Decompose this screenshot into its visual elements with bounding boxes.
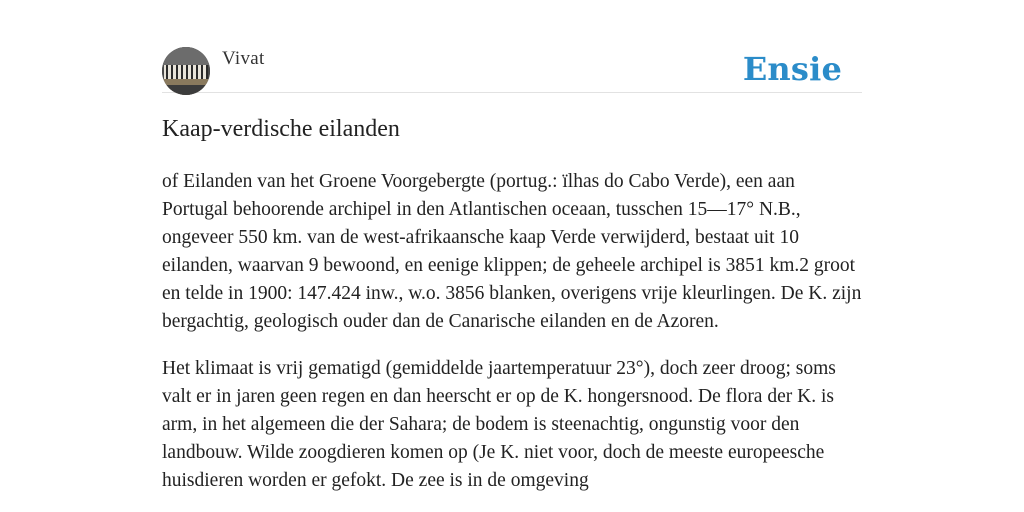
header: [162, 46, 862, 93]
author-name[interactable]: Vivat: [222, 48, 265, 69]
article-title: Kaap-verdische eilanden: [162, 116, 400, 142]
article-body: [162, 168, 862, 512]
brand-logo[interactable]: Ensie: [742, 50, 842, 88]
article-paragraph: Het klimaat is vrij gematigd (gemiddelde jaartemperatuur 23°), doch zeer droog; soms valt er in jaren geen regen en dan heerscht er op de K. hongersnood. De flora der K. is arm, in het algemeen die der Sahara; de bodem is steenachtig, ongunstig voor den landbouw. Wilde zoogdieren komen op (Je K. niet voor, doch de meeste europeesche huisdieren worden er gefokt. De zee is in de omgeving: [162, 358, 836, 491]
article-paragraph: of Eilanden van het Groene Voorgebergte (portug.: ïlhas do Cabo Verde), een aan Portugal behoorende archipel in den Atlantischen oceaan, tusschen 15—17° N.B., ongeveer 550 km. van de west-afrikaansche kaap Verde verwijderd, bestaat uit 10 eilanden, waarvan 9 bewoond, en eenige klippen; de geheele archipel is 3851 km.2 groot en telde in 1900: 147.424 inw., w.o. 3856 blanken, overigens vrije kleurlingen. De K. zijn bergachtig, geologisch ouder dan de Canarische eilanden en de Azoren.: [162, 171, 862, 332]
author-avatar[interactable]: [162, 47, 210, 95]
avatar-image-icon: [162, 47, 210, 95]
